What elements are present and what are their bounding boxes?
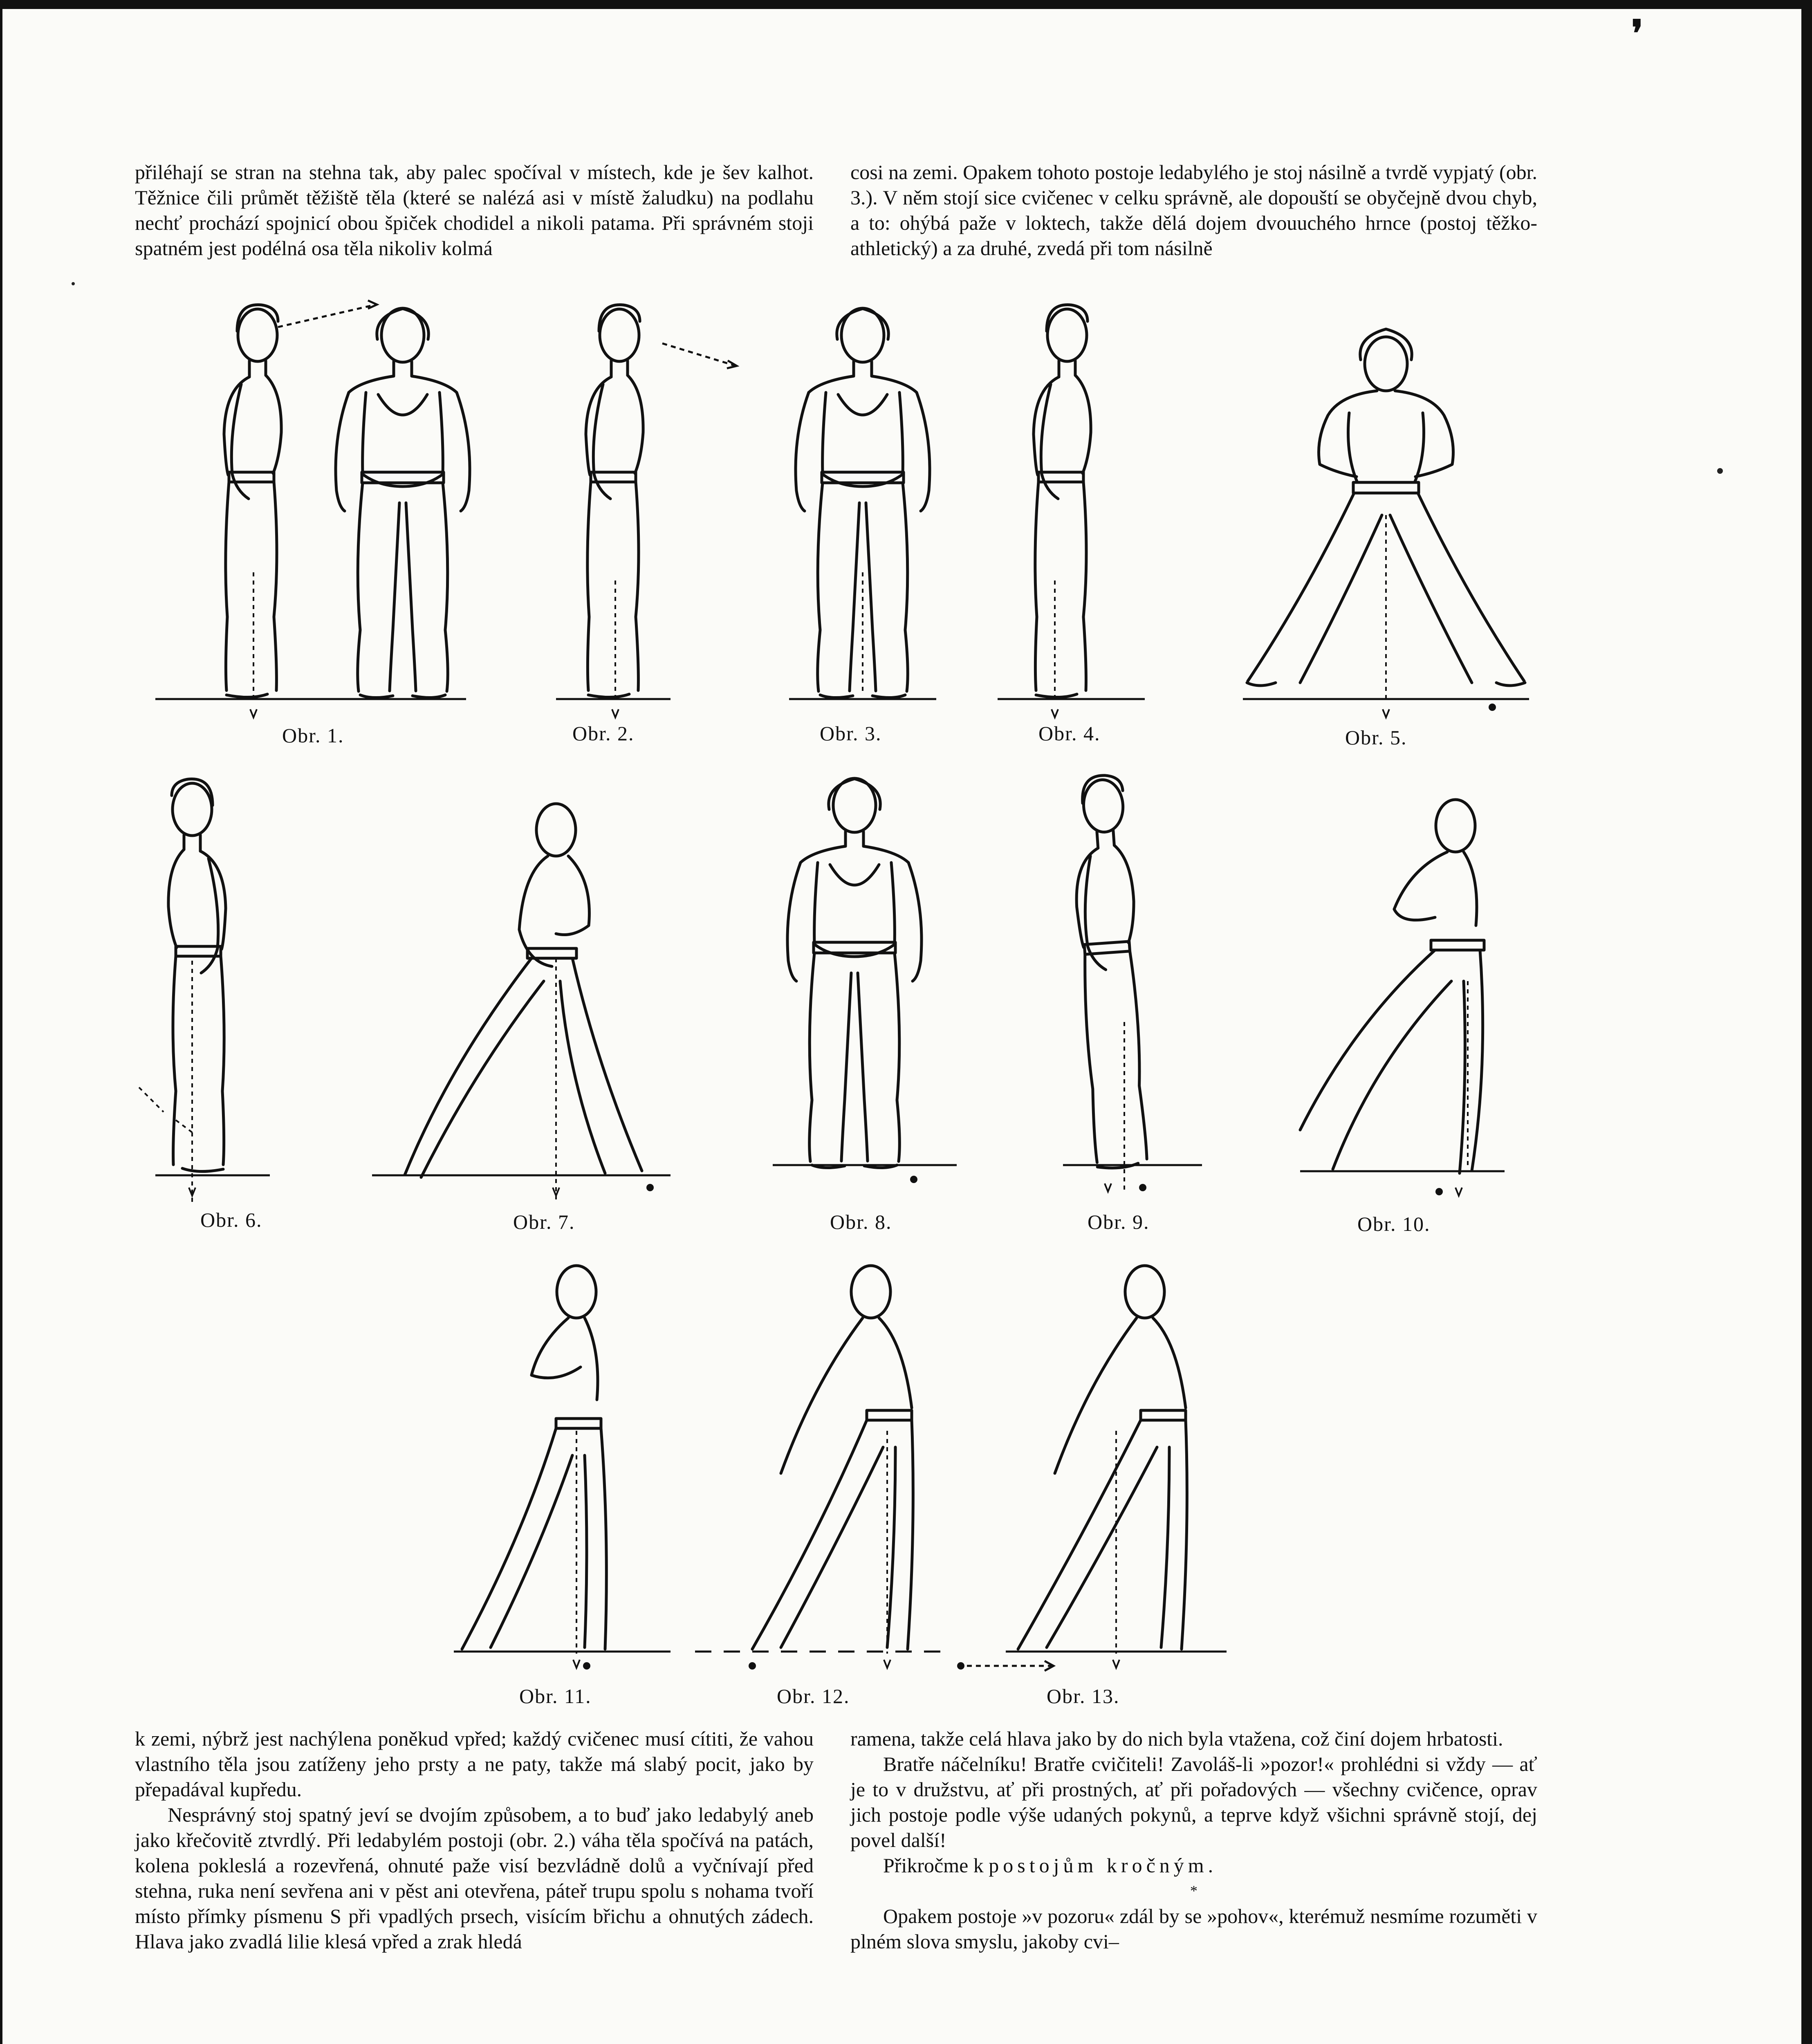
figure-13-drawing <box>957 1266 1227 1671</box>
paragraph: ramena, takže celá hlava jako by do nich byla vtažena, což činí dojem hrbatosti. <box>850 1727 1503 1750</box>
paragraph-prefix: Přikročme k <box>883 1854 984 1877</box>
section-separator: * <box>1190 1883 1198 1899</box>
figure-caption: Obr. 12. <box>777 1685 850 1708</box>
figure-caption: Obr. 8. <box>830 1210 892 1233</box>
paragraph <box>850 1853 1537 1878</box>
figure-caption: Obr. 9. <box>1088 1210 1150 1233</box>
paragraph: přiléhají se stran na stehna tak, aby palec spočíval v místech, kde je šev kalhot. Těžnice čili průmět těžiště těla (které se nalézá asi v místě žaludku) na podlahu nechť prochází spojnicí obou špiček chodidel a nikoli patama. Při správném stoji spatném jest podélná osa těla nikoliv kolmá <box>135 161 814 260</box>
figure-10-drawing <box>1300 800 1505 1196</box>
figure-1-drawing <box>155 300 470 717</box>
figure-5-drawing <box>1243 329 1529 717</box>
figure-caption: Obr. 7. <box>513 1210 575 1233</box>
paragraph: cosi na zemi. Opakem tohoto postoje ledabylého je stoj násilně a tvrdě vypjatý (obr. 3.). V něm stojí sice cvičenec v celku správně, ale dopouští se obyčejně dvou chyb, a to: ohýbá paže v loktech, takže dělá dojem dvouuchého hrnce (postoj těžko-athletický) a za druhé, zvedá při tom násilně <box>850 161 1537 260</box>
figure-11-drawing <box>454 1266 671 1670</box>
figure-caption: Obr. 13. <box>1047 1685 1120 1708</box>
spaced-emphasis: postojům kročným. <box>989 1854 1218 1877</box>
text-column-bottom-left <box>135 1726 814 1954</box>
figure-8-drawing <box>773 778 957 1183</box>
figure-caption: Obr. 10. <box>1357 1213 1431 1235</box>
figure-3-drawing <box>789 308 936 699</box>
paragraph: Nesprávný stoj spatný jeví se dvojím způsobem, a to buď jako ledabylý aneb jako křečovitě ztvrdlý. Při ledabylém postoji (obr. 2.) váha těla spočívá na patách, kolena pokleslá a rozevřená, ohnuté paže visí bezvládně dolů a vyčnívají před stehna, ruka není sevřena ani v pěst ani otevřena, páteř trupu spolu s nohama tvoří místo přímky písmenu S při vpadlých prsech, visícím břichu a ohnutých zádech. Hlava jako zvadlá lilie klesá vpřed a zrak hledá <box>135 1803 814 1953</box>
figure-2-drawing <box>556 305 737 717</box>
figure-caption: Obr. 6. <box>200 1208 262 1231</box>
paragraph: Bratře náčelníku! Bratře cvičiteli! Zavoláš-li »pozor!« prohlédni si vždy — ať je to v družstvu, ať při prostných, ať při pořadových — všechny cvičence, oprav jich postoje podle výše udaných pokynů, a teprve když všichni správně stojí, dej povel další! <box>850 1753 1537 1851</box>
figure-caption: Obr. 1. <box>282 724 344 747</box>
corner-ink-mark: ❜ <box>1631 14 1644 54</box>
figure-7-drawing <box>372 804 671 1200</box>
figure-caption: Obr. 4. <box>1038 722 1101 745</box>
figure-caption: Obr. 5. <box>1345 726 1407 749</box>
figure-caption: Obr. 11. <box>519 1685 592 1708</box>
figure-caption: Obr. 2. <box>572 722 635 745</box>
figure-6-drawing <box>139 779 270 1202</box>
text-column-bottom-right <box>850 1726 1537 1954</box>
figure-9-drawing <box>1063 774 1202 1192</box>
figure-4-drawing <box>998 305 1145 717</box>
paragraph: k zemi, nýbrž jest nachýlena poněkud vpřed; každý cvičenec musí cítiti, že vahou vlastního těla jsou zatíženy jeho prsty a ne paty, takže má slabý pocit, jako by přepadával kupředu. <box>135 1727 814 1801</box>
paragraph: Opakem postoje »v pozoru« zdál by se »pohov«, kterémuž nesmíme rozuměti v plném slova smyslu, jakoby cvi– <box>850 1905 1537 1953</box>
figure-12-drawing <box>695 1266 940 1670</box>
figure-caption: Obr. 3. <box>820 722 882 745</box>
